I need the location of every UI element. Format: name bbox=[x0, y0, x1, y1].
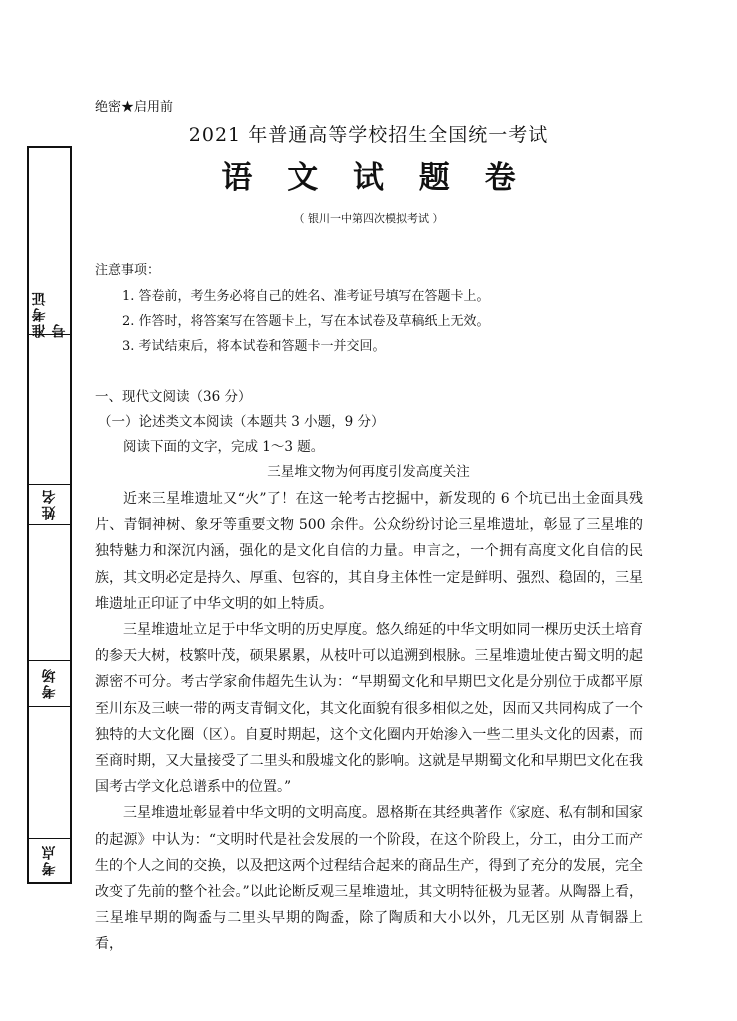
article-title: 三星堆文物为何再度引发高度关注 bbox=[267, 464, 470, 480]
article-body bbox=[95, 486, 643, 958]
side-divider bbox=[29, 524, 70, 525]
notice-item: 3. 考试结束后，将本试卷和答题卡一并交回。 bbox=[122, 339, 386, 354]
side-label-exam-number: 准考证号 bbox=[31, 290, 68, 338]
side-label-name: 姓名 bbox=[41, 488, 58, 520]
paper-title: 语 文 试 题 卷 bbox=[221, 160, 528, 196]
reading-instruction: 阅读下面的文字，完成 1～3 题。 bbox=[123, 439, 325, 455]
article-paragraph: 三星堆遗址彰显着中华文明的文明高度。恩格斯在其经典著作《家庭、私有制和国家的起源》中认为：“文明时代是社会发展的一个阶段，在这个阶段上，分工，由分工而产生的个人之间的交换，以及把这两个过程结合起来的商品生产，得到了充分的发展，完全改变了先前的整个社会。”以此论断反观三星堆遗址，其文明特征极为显著。从陶器上看，三星堆早期的陶盉与二里头早期的陶盉，除了陶质和大小以外，几无区别 从青铜器上看， bbox=[95, 805, 643, 953]
side-divider bbox=[29, 706, 70, 707]
article-paragraph: 三星堆遗址立足于中华文明的历史厚度。悠久绵延的中华文明如同一棵历史沃土培育的参天大树，枝繁叶茂，硕果累累，从枝叶可以追溯到根脉。三星堆遗址使古蜀文明的起源密不可分。考古学家俞伟超先生认为：“早期蜀文化和早期巴文化是分别位于成都平原至川东及三峡一带的两支青铜文化，其文化面貌有很多相似之处，因而又共同构成了一个独特的大文化圈（区）。自夏时期起，这个文化圈内开始渗入一些二里头文化的因素，而至商时期，又大量接受了二里头和殷墟文化的影响。这就是早期蜀文化和早期巴文化在我国考古学文化总谱系中的位置。” bbox=[95, 622, 643, 796]
side-label-exam-site: 考点 bbox=[41, 844, 58, 876]
notice-item: 1. 答卷前，考生务必将自己的姓名、准考证号填写在答题卡上。 bbox=[122, 289, 490, 304]
secret-mark: 绝密★启用前 bbox=[95, 100, 174, 115]
section-heading: 一、现代文阅读（36 分） bbox=[95, 389, 252, 405]
binding-strip bbox=[27, 146, 72, 884]
subsection-heading: （一）论述类文本阅读（本题共 3 小题，9 分） bbox=[98, 414, 385, 430]
exam-title: 2021 年普通高等学校招生全国统一考试 bbox=[188, 124, 549, 146]
exam-subtitle: （ 银川一中第四次模拟考试 ） bbox=[293, 212, 444, 225]
side-label-exam-room: 考场 bbox=[41, 667, 58, 699]
article-paragraph: 近来三星堆遗址又“火”了！在这一轮考古挖掘中，新发现的 6 个坑已出土金面具残片、青铜神树、象牙等重要文物 500 余件。公众纷纷讨论三星堆遗址，彰显了三星堆的独特魅力和深沉内涵，强化的是文化自信的力量。申言之，一个拥有高度文化自信的民族，其文明必定是持久、厚重、包容的，其自身主体性一定是鲜明、强烈、稳固的，三星堆遗址正印证了中华文明的如上特质。 bbox=[95, 491, 643, 612]
side-divider bbox=[29, 334, 70, 335]
notice-heading: 注意事项： bbox=[95, 263, 161, 278]
notice-item: 2. 作答时，将答案写在答题卡上，写在本试卷及草稿纸上无效。 bbox=[122, 314, 490, 329]
